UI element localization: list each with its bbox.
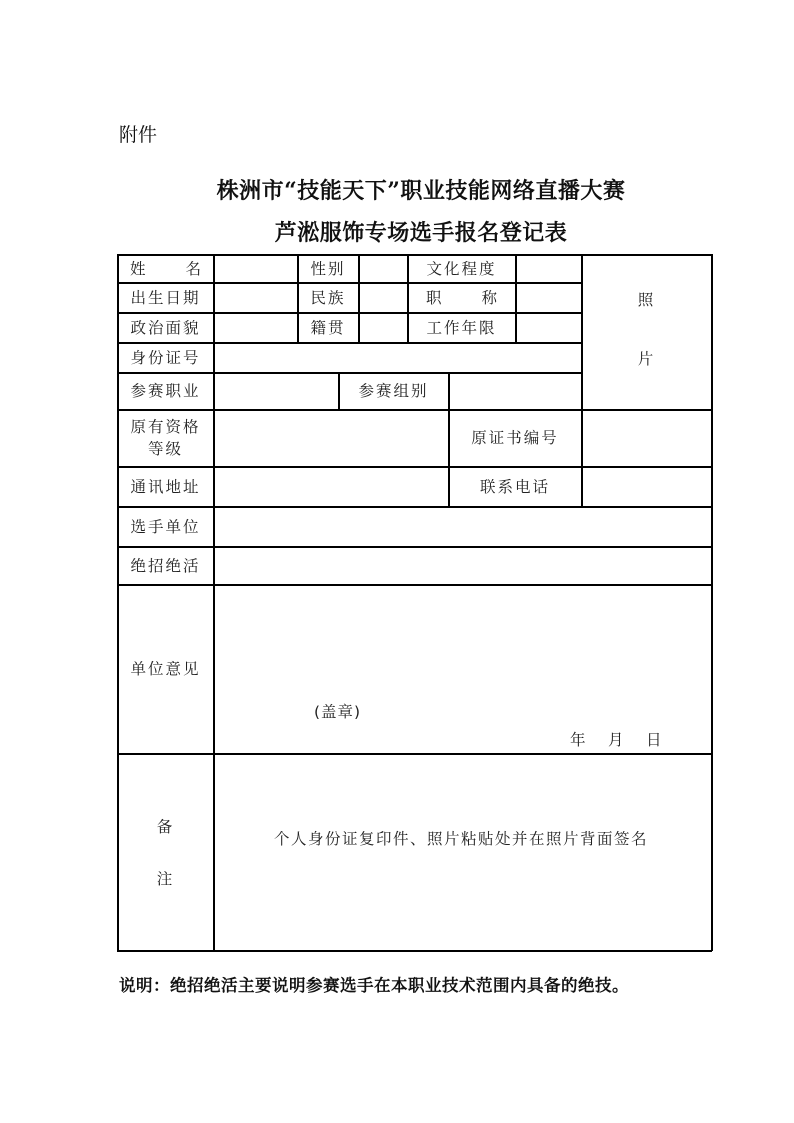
original-qualification-field[interactable] [214,410,448,466]
remarks-label [118,754,213,950]
seal-label: (盖章) [314,703,362,721]
education-label: 文化程度 [426,259,497,278]
unit-opinion-label: 单位意见 [130,660,201,678]
contest-occupation-field[interactable] [214,373,338,409]
photo-label-char: 片 [637,350,656,368]
unit-opinion-field[interactable] [214,585,711,753]
ethnicity-field[interactable] [359,283,407,312]
name-label-char: 姓 [130,259,146,278]
unique-skills-label: 绝招绝活 [130,556,201,575]
remarks-field[interactable] [214,754,711,950]
page-subtitle: 芦淞服饰专场选手报名登记表 [274,220,568,246]
native-place-label: 籍贯 [310,318,346,337]
title-label-char: 职 [426,288,442,307]
work-years-label: 工作年限 [426,318,497,337]
ethnicity-label: 民族 [310,288,346,307]
original-qualification-label [118,410,213,466]
political-status-field[interactable] [214,313,297,342]
gender-field[interactable] [359,255,407,282]
title-label [408,283,515,312]
mailing-address-field[interactable] [214,467,448,506]
title-field[interactable] [516,283,581,312]
table-border-bottom [117,950,712,952]
attachment-label: 附件 [119,124,158,146]
table-border-right [711,254,713,951]
birth-date-field[interactable] [214,283,297,312]
photo-box[interactable] [582,255,711,409]
education-field[interactable] [516,255,581,282]
id-number-label: 身份证号 [130,348,201,367]
name-label-char: 名 [185,259,201,278]
contestant-unit-field[interactable] [214,507,711,546]
mailing-address-label: 通讯地址 [130,477,201,496]
name-label [118,255,213,282]
label-line: 等级 [147,440,183,458]
contest-group-label: 参赛组别 [358,382,429,400]
contest-group-field[interactable] [449,373,581,409]
contest-occupation-label: 参赛职业 [130,382,201,400]
contact-phone-label: 联系电话 [479,477,550,496]
remarks-text: 个人身份证复印件、照片粘贴处并在照片背面签名 [274,830,649,848]
original-certificate-no-label: 原证书编号 [471,429,559,447]
year-label: 年 [570,731,588,749]
contact-phone-field[interactable] [582,467,711,506]
id-number-field[interactable] [214,343,581,372]
day-label: 日 [646,731,664,749]
native-place-field[interactable] [359,313,407,342]
gender-label: 性别 [310,259,346,278]
unique-skills-field[interactable] [214,547,711,584]
title-label-char: 称 [481,288,497,307]
name-field[interactable] [214,255,297,282]
remarks-label-char: 备 [156,818,175,836]
birth-date-label: 出生日期 [130,288,201,307]
page-title: 株洲市“技能天下”职业技能网络直播大赛 [216,178,626,204]
remarks-label-char: 注 [156,870,175,888]
label-line: 原有资格 [130,418,201,436]
work-years-field[interactable] [516,313,581,342]
photo-label-char: 照 [637,291,656,309]
political-status-label: 政治面貌 [130,318,201,337]
month-label: 月 [608,731,626,749]
footer-note: 说明：绝招绝活主要说明参赛选手在本职业技术范围内具备的绝技。 [119,976,629,995]
original-certificate-no-field[interactable] [582,410,711,466]
contestant-unit-label: 选手单位 [130,517,201,536]
